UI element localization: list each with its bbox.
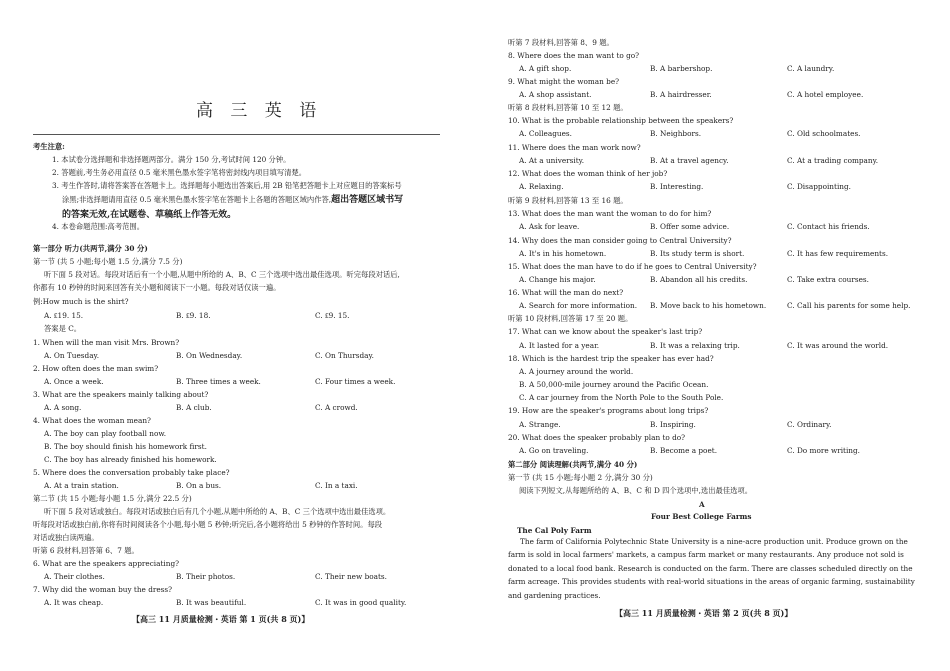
sec2-heading: 第二节 (共 15 小题;每小题 1.5 分,满分 22.5 分) bbox=[33, 494, 192, 503]
example-option-a: A. ₤19. 15. bbox=[44, 311, 84, 320]
notice-4: 4. 本卷命题范围:高考范围。 bbox=[52, 222, 145, 231]
question-9: 9. What might the woman be? bbox=[508, 77, 620, 86]
farm-title: The Cal Poly Farm bbox=[517, 526, 592, 535]
question-14: 14. Why does the man consider going to Central University? bbox=[508, 236, 732, 245]
q20-option-a: A. Go on traveling. bbox=[519, 446, 589, 455]
question-15: 15. What does the man have to do if he goes to Central University? bbox=[508, 262, 757, 271]
q15-option-c: C. Take extra courses. bbox=[787, 275, 869, 284]
question-7: 7. Why did the woman buy the dress? bbox=[33, 585, 173, 594]
q1-option-a: A. On Tuesday. bbox=[44, 351, 100, 360]
q8-option-c: C. A laundry. bbox=[787, 64, 835, 73]
q11-option-a: A. At a university. bbox=[519, 156, 585, 165]
q20-option-b: B. Become a poet. bbox=[650, 446, 718, 455]
example-question: 例:How much is the shirt? bbox=[33, 297, 129, 306]
question-5: 5. Where does the conversation probably take place? bbox=[33, 468, 230, 477]
q19-option-b: B. Inspiring. bbox=[650, 420, 696, 429]
q4-option-c: C. The boy has already finished his homework. bbox=[44, 455, 217, 464]
part2-heading: 第二部分 阅读理解(共两节,满分 40 分) bbox=[508, 460, 638, 469]
question-8: 8. Where does the man want to go? bbox=[508, 51, 640, 60]
q13-option-c: C. Contact his friends. bbox=[787, 222, 870, 231]
q19-option-c: C. Ordinary. bbox=[787, 420, 832, 429]
q9-option-b: B. A hairdresser. bbox=[650, 90, 712, 99]
q11-option-b: B. At a travel agency. bbox=[650, 156, 729, 165]
right-page bbox=[475, 0, 950, 671]
listen-8-heading: 听第 8 段材料,回答第 10 至 12 题。 bbox=[508, 103, 628, 112]
q1-option-c: C. On Thursday. bbox=[315, 351, 374, 360]
q3-option-a: A. A song. bbox=[44, 403, 82, 412]
q14-option-a: A. It's in his hometown. bbox=[519, 249, 607, 258]
q12-option-c: C. Disappointing. bbox=[787, 182, 851, 191]
q10-option-c: C. Old schoolmates. bbox=[787, 129, 861, 138]
q13-option-b: B. Offer some advice. bbox=[650, 222, 730, 231]
q18-option-c: C. A car journey from the North Pole to the South Pole. bbox=[519, 393, 724, 402]
q6-option-b: B. Their photos. bbox=[176, 572, 236, 581]
q7-option-c: C. It was in good quality. bbox=[315, 598, 407, 607]
reading-instructions: 阅读下列短文,从每题所给的 A、B、C 和 D 四个选项中,选出最佳选项。 bbox=[519, 486, 752, 495]
q5-option-c: C. In a taxi. bbox=[315, 481, 358, 490]
q2-option-b: B. Three times a week. bbox=[176, 377, 261, 386]
listen-10-heading: 听第 10 段材料,回答第 17 至 20 题。 bbox=[508, 314, 633, 323]
question-3: 3. What are the speakers mainly talking about? bbox=[33, 390, 209, 399]
notice-2: 2. 答题前,考生务必用直径 0.5 毫米黑色墨水签字笔将密封线内项目填写清楚。 bbox=[52, 168, 307, 177]
sec1-instr-2: 你都有 10 秒钟的时间来回答有关小题和阅读下一小题。每段对话仅读一遍。 bbox=[33, 283, 281, 292]
q5-option-b: B. On a bus. bbox=[176, 481, 222, 490]
q5-option-a: A. At a train station. bbox=[44, 481, 119, 490]
question-11: 11. Where does the man work now? bbox=[508, 143, 641, 152]
q9-option-a: A. A shop assistant. bbox=[519, 90, 592, 99]
q14-option-c: C. It has few requirements. bbox=[787, 249, 889, 258]
q2-option-a: A. Once a week. bbox=[44, 377, 104, 386]
question-19: 19. How are the speaker's programs about long trips? bbox=[508, 406, 709, 415]
question-12: 12. What does the woman think of her job? bbox=[508, 169, 668, 178]
page-footer: 【高三 11 月质量检测・英语 第 1 页(共 8 页)】 bbox=[132, 614, 310, 624]
notice-heading: 考生注意: bbox=[33, 142, 65, 151]
q7-option-a: A. It was cheap. bbox=[44, 598, 104, 607]
sec1-instr-1: 听下面 5 段对话。每段对话后有一个小题,从题中所给的 A、B、C 三个选项中选出最佳选项。听完每段对话后, bbox=[44, 270, 400, 279]
example-option-b: B. ₤9. 18. bbox=[176, 311, 211, 320]
question-16: 16. What will the man do next? bbox=[508, 288, 624, 297]
part1-heading: 第一部分 听力(共两节,满分 30 分) bbox=[33, 244, 148, 253]
question-18: 18. Which is the hardest trip the speaker has ever had? bbox=[508, 354, 714, 363]
farm-paragraph: The farm of California Polytechnic State University is a nine-acre production unit. Produce grown on the farm is sold in local farmers' markets, a campus farm market or many restaurants. Any produce not sold is donated to a local food bank. Research is conducted on the farm. There are classes scheduled directly on the farm acreage. This provides students with real-world situations in the areas of organic farming, sustainability and gardening practices. bbox=[508, 537, 915, 600]
sec2-instr-1: 听下面 5 段对话或独白。每段对话或独白后有几个小题,从题中所给的 A、B、C 三个选项中选出最佳选项。 bbox=[44, 507, 391, 516]
q11-option-c: C. At a trading company. bbox=[787, 156, 879, 165]
question-4: 4. What does the woman mean? bbox=[33, 416, 151, 425]
passage-letter: A bbox=[699, 500, 705, 509]
listen-9-heading: 听第 9 段材料,回答第 13 至 16 题。 bbox=[508, 196, 628, 205]
notice-1: 1. 本试卷分选择题和非选择题两部分。满分 150 分,考试时间 120 分钟。 bbox=[52, 155, 291, 164]
q2-option-c: C. Four times a week. bbox=[315, 377, 396, 386]
q4-option-a: A. The boy can play football now. bbox=[44, 429, 167, 438]
question-13: 13. What does the man want the woman to do for him? bbox=[508, 209, 712, 218]
q7-option-b: B. It was beautiful. bbox=[176, 598, 247, 607]
q16-option-b: B. Move back to his hometown. bbox=[650, 301, 767, 310]
question-1: 1. When will the man visit Mrs. Brown? bbox=[33, 338, 180, 347]
question-6: 6. What are the speakers appreciating? bbox=[33, 559, 180, 568]
q18-option-b: B. A 50,000-mile journey around the Pacific Ocean. bbox=[519, 380, 709, 389]
notice-warning-a: 超出答题区域书写 bbox=[331, 195, 404, 205]
q14-option-b: B. Its study term is short. bbox=[650, 249, 745, 258]
q8-option-b: B. A barbershop. bbox=[650, 64, 713, 73]
q10-option-a: A. Colleagues. bbox=[519, 129, 572, 138]
sec2-instr-2: 听每段对话或独白前,你将有时间阅读各个小题,每小题 5 秒钟;听完后,各小题将给出 5 秒钟的作答时间。每段 bbox=[33, 520, 383, 529]
notice-3b bbox=[62, 195, 403, 205]
q19-option-a: A. Strange. bbox=[519, 420, 561, 429]
question-20: 20. What does the speaker probably plan to do? bbox=[508, 433, 686, 442]
page-footer-right: 【高三 11 月质量检测・英语 第 2 页(共 8 页)】 bbox=[615, 608, 793, 618]
question-2: 2. How often does the man swim? bbox=[33, 364, 159, 373]
q15-option-a: A. Change his major. bbox=[519, 275, 596, 284]
q6-option-c: C. Their new boats. bbox=[315, 572, 387, 581]
listen-7-heading: 听第 7 段材料,回答第 8、9 题。 bbox=[508, 38, 614, 47]
q16-option-c: C. Call his parents for some help. bbox=[787, 301, 911, 310]
q15-option-b: B. Abandon all his credits. bbox=[650, 275, 748, 284]
q18-option-a: A. A journey around the world. bbox=[519, 367, 634, 376]
q16-option-a: A. Search for more information. bbox=[519, 301, 638, 310]
notice-warning-b: 的答案无效,在试题卷、草稿纸上作答无效。 bbox=[62, 210, 237, 220]
example-option-c: C. ₤9. 15. bbox=[315, 311, 350, 320]
q8-option-a: A. A gift shop. bbox=[519, 64, 572, 73]
notice-3b-text: 涂黑;非选择题请用直径 0.5 毫米黑色墨水签字笔在答题卡上各题的答题区域内作答, bbox=[62, 195, 332, 204]
q12-option-b: B. Interesting. bbox=[650, 182, 704, 191]
q10-option-b: B. Neighbors. bbox=[650, 129, 702, 138]
question-10: 10. What is the probable relationship between the speakers? bbox=[508, 116, 734, 125]
example-answer: 答案是 C。 bbox=[44, 324, 82, 333]
sec1-heading: 第一节 (共 5 小题;每小题 1.5 分,满分 7.5 分) bbox=[33, 257, 183, 266]
question-17: 17. What can we know about the speaker's last trip? bbox=[508, 327, 703, 336]
divider bbox=[33, 134, 440, 135]
q6-option-a: A. Their clothes. bbox=[44, 572, 105, 581]
q17-option-c: C. It was around the world. bbox=[787, 341, 889, 350]
listen-6-heading: 听第 6 段材料,回答第 6、7 题。 bbox=[33, 546, 139, 555]
q17-option-a: A. It lasted for a year. bbox=[519, 341, 600, 350]
q9-option-c: C. A hotel employee. bbox=[787, 90, 864, 99]
q1-option-b: B. On Wednesday. bbox=[176, 351, 243, 360]
q13-option-a: A. Ask for leave. bbox=[519, 222, 580, 231]
reading-sec1-heading: 第一节 (共 15 小题;每小题 2 分,满分 30 分) bbox=[508, 473, 653, 482]
q3-option-b: B. A club. bbox=[176, 403, 212, 412]
q17-option-b: B. It was a relaxing trip. bbox=[650, 341, 740, 350]
sec2-instr-3: 对话或独白读两遍。 bbox=[33, 533, 99, 542]
q12-option-a: A. Relaxing. bbox=[519, 182, 564, 191]
q4-option-b: B. The boy should finish his homework first. bbox=[44, 442, 207, 451]
notice-3: 3. 考生作答时,请将答案答在答题卡上。选择题每小题选出答案后,用 2B 铅笔把答题卡上对应题目的答案标号 bbox=[52, 181, 402, 190]
passage-title: Four Best College Farms bbox=[651, 512, 752, 521]
exam-title: 高 三 英 语 bbox=[196, 101, 323, 121]
q20-option-c: C. Do more writing. bbox=[787, 446, 860, 455]
q3-option-c: C. A crowd. bbox=[315, 403, 358, 412]
